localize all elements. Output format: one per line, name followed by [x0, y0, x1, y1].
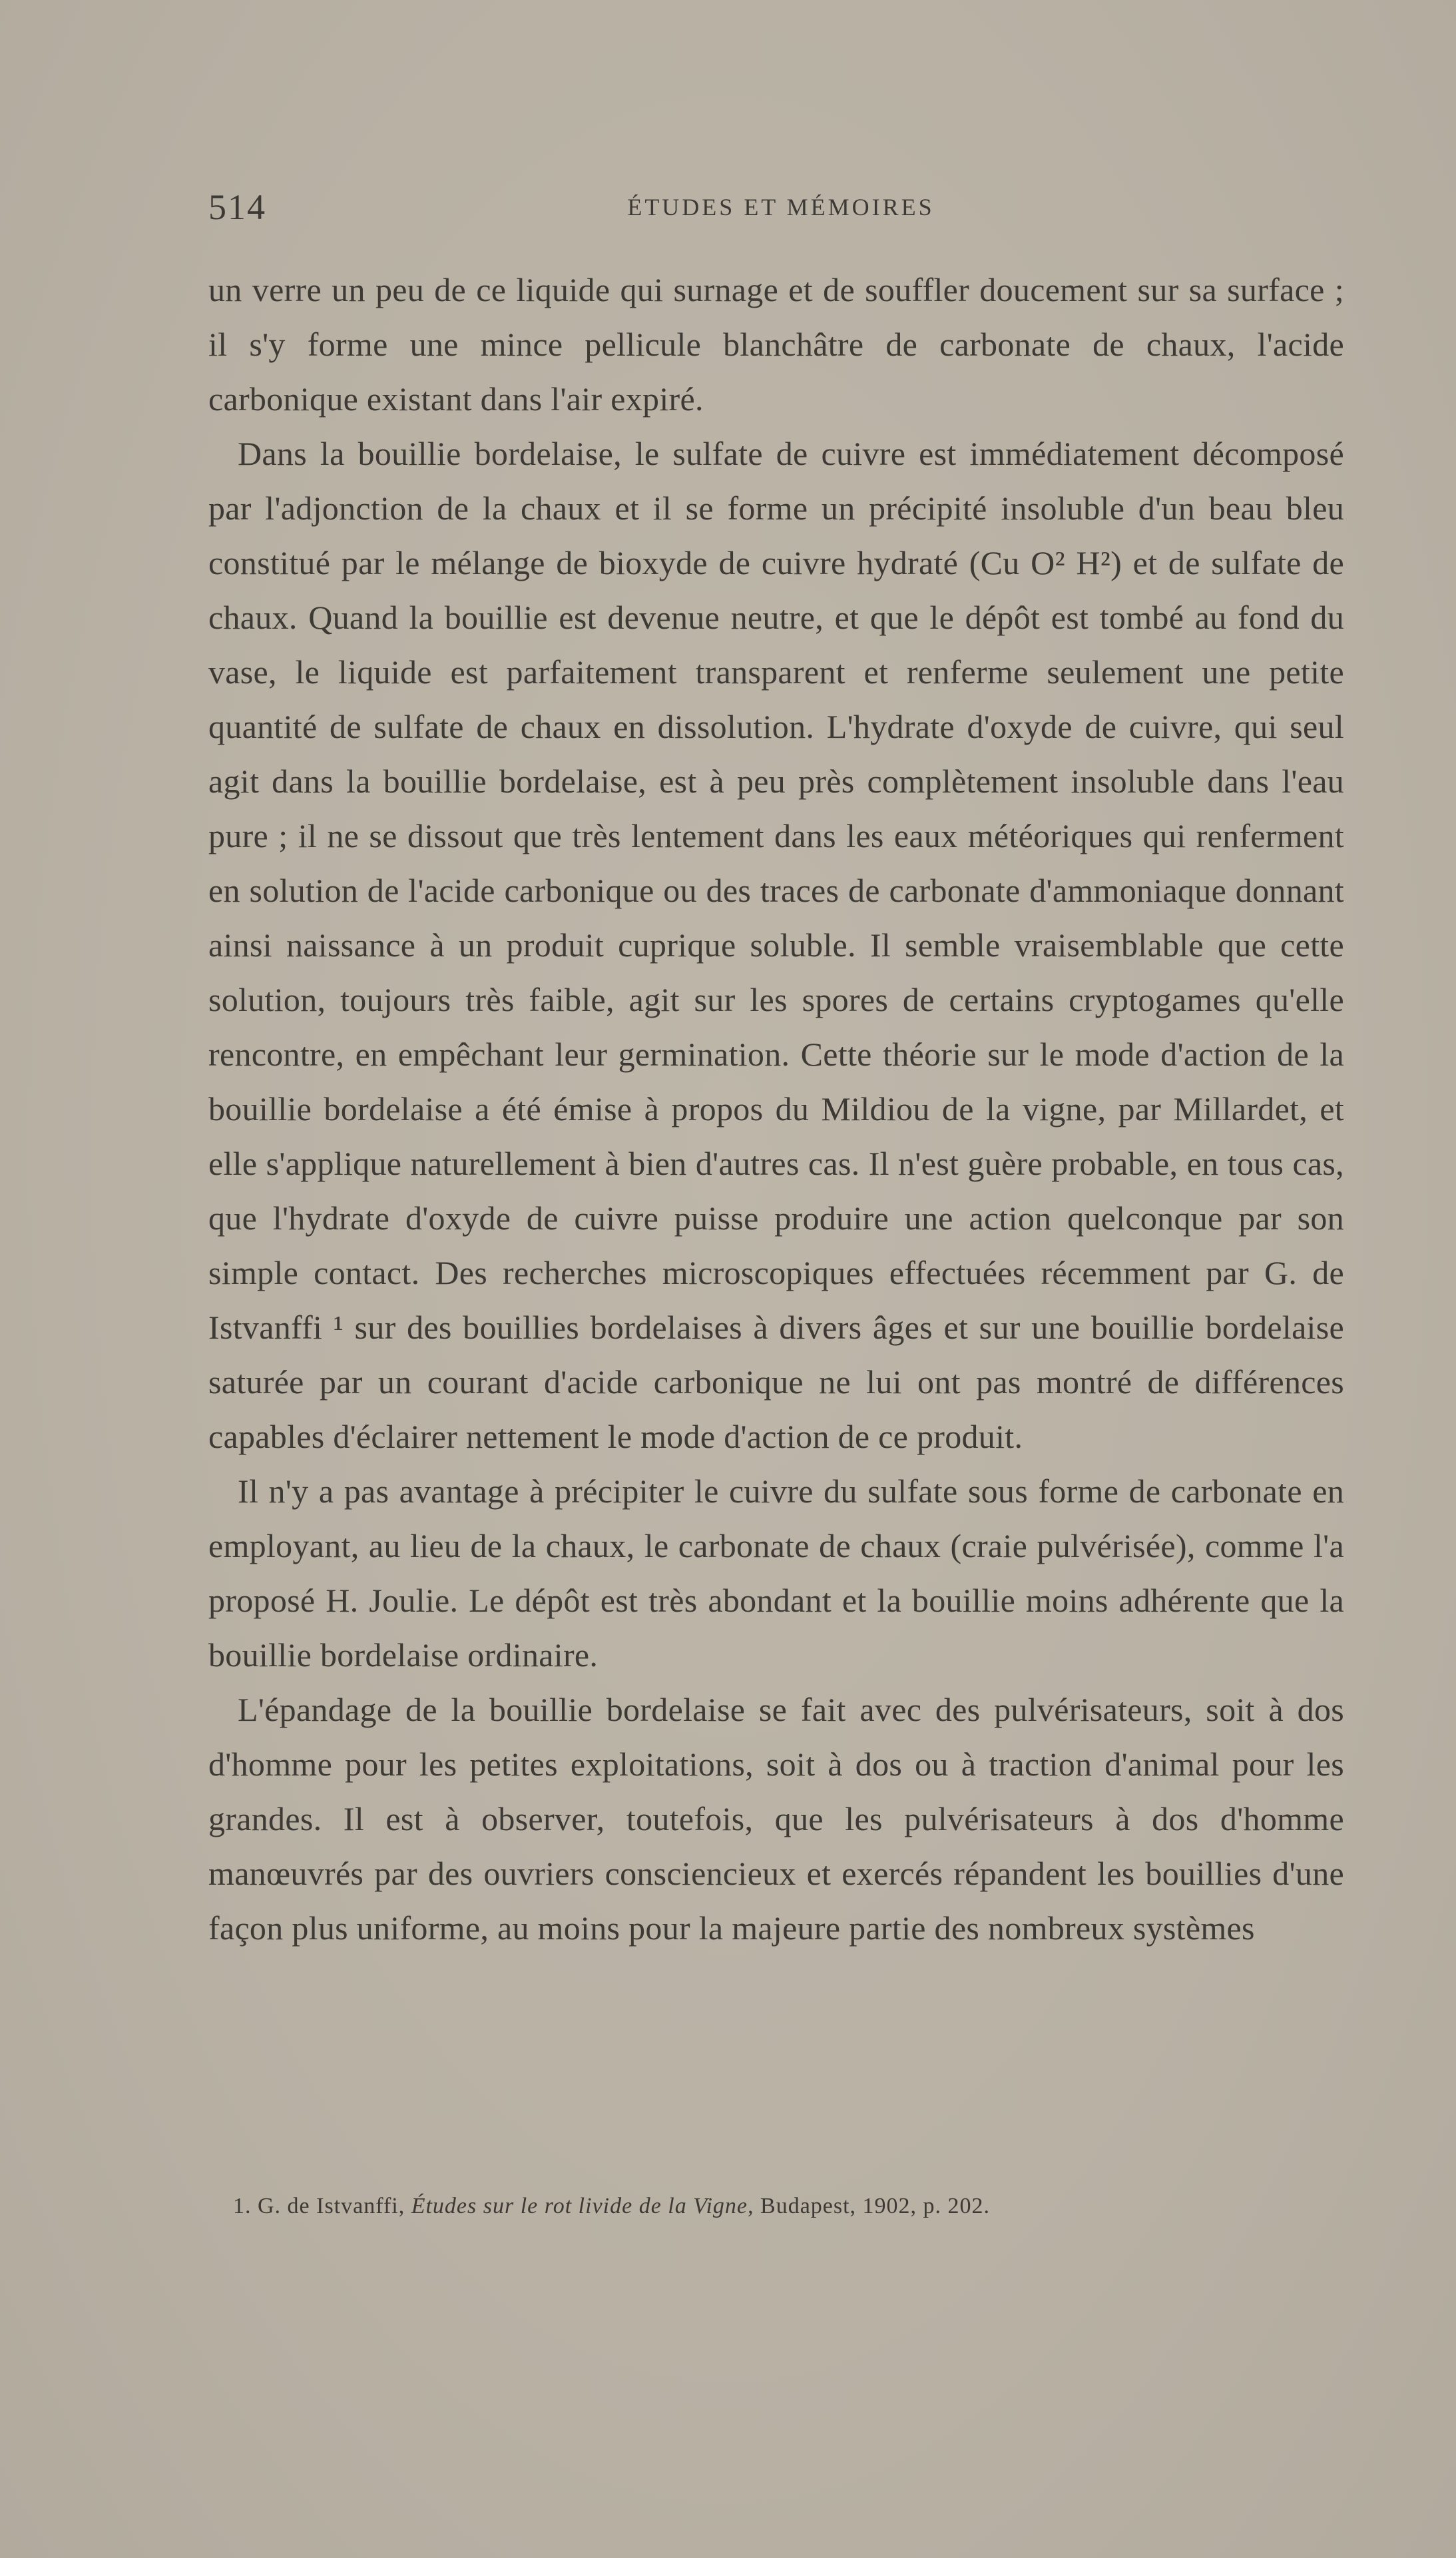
running-title: ÉTUDES ET MÉMOIRES	[627, 194, 935, 220]
footnote-number: 1.	[233, 2194, 252, 2218]
paragraph-3: Il n'y a pas avantage à précipiter le cuivre du sulfate sous forme de carbonate en employant, au lieu de la chaux, le carbonate de chaux (craie pulvérisée), comme l'a proposé H. Joulie. Le dépôt est très abondant et la bouillie moins adhérente que la bouillie bordelaise ordinaire.	[208, 1472, 1344, 1674]
paragraph-2: Dans la bouillie bordelaise, le sulfate de cuivre est immédiatement décomposé par l'adjonction de la chaux et il se forme un précipité insoluble d'un beau bleu constitué par le mélange de bioxyde de cuivre hydraté (Cu O² H²) et de sulfate de chaux. Quand la bouillie est devenue neutre, et que le dépôt est tombé au fond du vase, le liquide est parfaitement transparent et renferme seulement une petite quantité de sulfate de chaux en dissolution. L'hydrate d'oxyde de cuivre, qui seul agit dans la bouillie bordelaise, est à peu près complètement insoluble dans l'eau pure ; il ne se dissout que très lentement dans les eaux météoriques qui renferment en solution de l'acide carbonique ou des traces de carbonate d'ammoniaque donnant ainsi naissance à un produit cuprique soluble. Il semble vraisemblable que cette solution, toujours très faible, agit sur les spores de certains cryptogames qu'elle rencontre, en empêchant leur germination. Cette théorie sur le mode d'action de la bouillie bordelaise a été émise à propos du Mildiou de la vigne, par Millardet, et elle s'applique naturellement à bien d'autres cas. Il n'est guère probable, en tous cas, que l'hydrate d'oxyde de cuivre puisse produire une action quelconque par son simple contact. Des recherches microscopiques effectuées récemment par G. de Istvanffi ¹ sur des bouillies bordelaises à divers âges et sur une bouillie bordelaise saturée par un courant d'acide carbonique ne lui ont pas montré de différences capables d'éclairer nettement le mode d'action de ce produit.	[208, 435, 1344, 1455]
page-number: 514	[208, 187, 266, 227]
footnote	[233, 2194, 1351, 2219]
page-header	[208, 186, 1353, 226]
footnote-rest: Budapest, 1902, p. 202.	[760, 2194, 991, 2218]
paragraph-1: un verre un peu de ce liquide qui surnage et de souffler doucement sur sa surface ; il s'y forme une mince pellicule blanchâtre de carbonate de chaux, l'acide carbonique existant dans l'air expiré.	[208, 271, 1344, 418]
footnote-author: G. de Istvanffi,	[258, 2194, 405, 2218]
footnote-title: Études sur le rot livide de la Vigne,	[411, 2194, 754, 2218]
paragraph-4: L'épandage de la bouillie bordelaise se fait avec des pulvérisateurs, soit à dos d'homme pour les petites exploitations, soit à dos ou à traction d'animal pour les grandes. Il est à observer, toutefois, que les pulvérisateurs à dos d'homme manœuvrés par des ouvriers consciencieux et exercés répandent les bouillies d'une façon plus uniforme, au moins pour la majeure partie des nombreux systèmes	[208, 1691, 1344, 1947]
body-text	[208, 262, 1344, 1955]
